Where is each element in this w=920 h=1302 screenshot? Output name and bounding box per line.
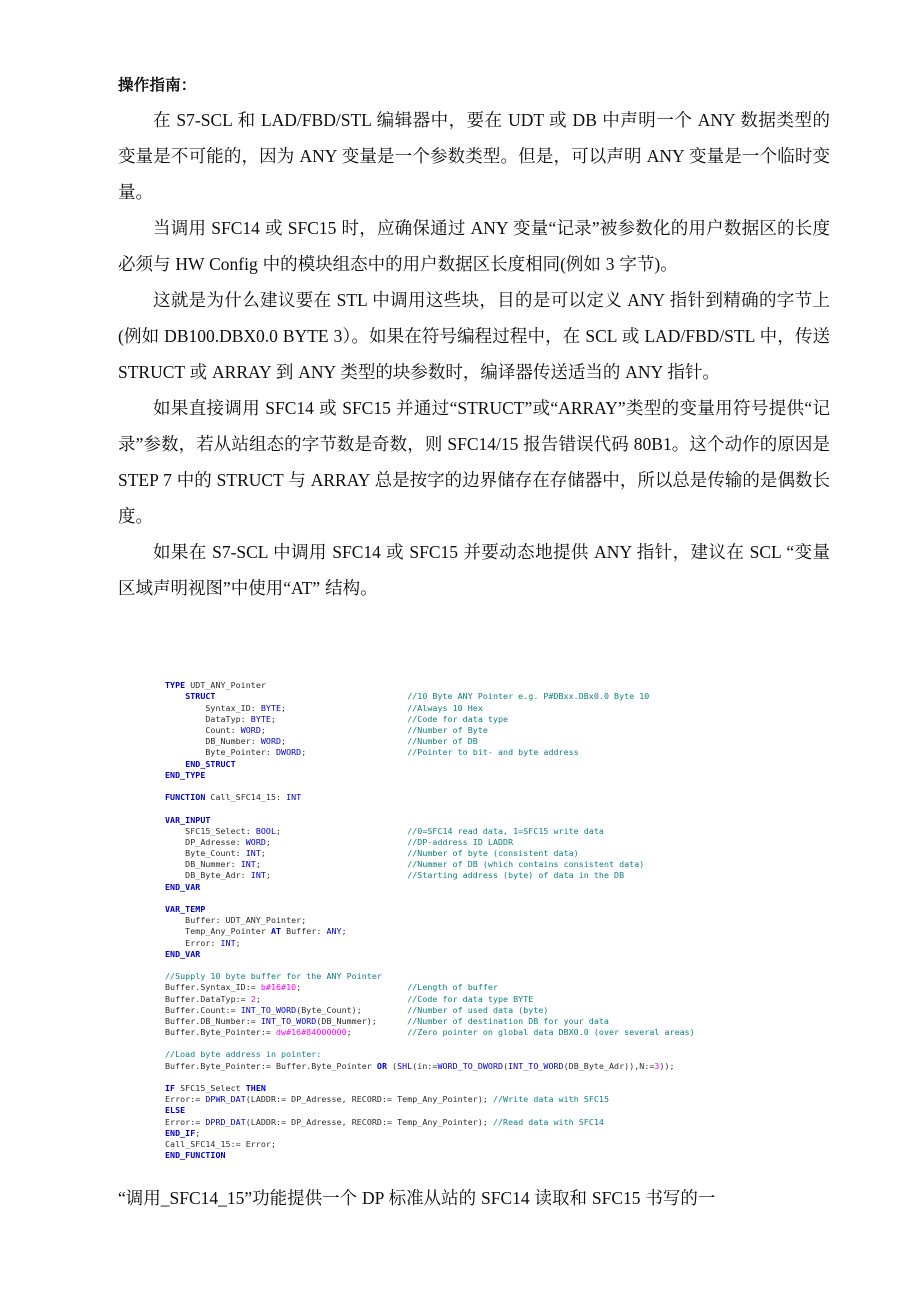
code-line: END_TYPE — [165, 769, 206, 780]
paragraph-4: 如果直接调用 SFC14 或 SFC15 并通过“STRUCT”或“ARRAY”类型的变量用符号提供“记录”参数，若从站组态的字节数是奇数，则 SFC14/15 报告错误代码 80B1。这个动作的原因是 STEP 7 中的 STRUCT 与 ARRAY 总是按字的边界储存在存储器中，所以总是传输的是偶数长度。 — [118, 398, 830, 527]
code-line: //Load byte address in pointer: — [165, 1049, 322, 1060]
code-line: DB_Byte_Adr: INT; //Starting address (byte) of data in the DB — [165, 870, 625, 881]
code-line: Buffer.Syntax_ID:= b#16#10; //Length of buffer — [165, 982, 498, 993]
paragraph-3: 这就是为什么建议要在 STL 中调用这些块，目的是可以定义 ANY 指针到精确的字节上(例如 DB100.DBX0.0 BYTE 3）。如果在符号编程过程中，在 SCL 或 LAD/FBD/STL 中，传送 STRUCT 或 ARRAY 到 ANY 类型的块参数时，编译器传送适当的 ANY 指针。 — [118, 290, 830, 383]
code-line: END_IF; — [165, 1127, 201, 1138]
code-line: FUNCTION Call_SFC14_15: INT — [165, 792, 302, 803]
code-line: ELSE — [165, 1105, 186, 1116]
code-line: SFC15_Select: BOOL; //0=SFC14 read data, 1=SFC15 write data — [165, 825, 604, 836]
document-body — [118, 74, 830, 606]
code-line: Buffer.DataTyp:= 2; //Code for data type BYTE — [165, 993, 534, 1004]
code-line: Syntax_ID: BYTE; //Always 10 Hex — [165, 702, 483, 713]
code-line — [165, 1038, 865, 1049]
code-line: Error:= DPRD_DAT(LADDR:= DP_Adresse, RECORD:= Temp_Any_Pointer); //Read data with SFC14 — [165, 1116, 604, 1127]
closing-paragraph: “调用_SFC14_15”功能提供一个 DP 标准从站的 SFC14 读取和 SFC15 书写的一 — [118, 1188, 716, 1208]
closing-paragraph-container — [118, 1180, 830, 1216]
code-line — [165, 781, 865, 792]
code-line: Count: WORD; //Number of Byte — [165, 725, 488, 736]
code-line: Buffer.Count:= INT_TO_WORD(Byte_Count); //Number of used data (byte) — [165, 1004, 549, 1015]
code-line: Call_SFC14_15:= Error; — [165, 1138, 276, 1149]
code-line: END_VAR — [165, 948, 201, 959]
code-line: Temp_Any_Pointer AT Buffer: ANY; — [165, 926, 347, 937]
code-line: END_FUNCTION — [165, 1150, 226, 1161]
code-line — [165, 960, 865, 971]
code-line: DataTyp: BYTE; //Code for data type — [165, 713, 509, 724]
code-line: Buffer: UDT_ANY_Pointer; — [165, 915, 307, 926]
code-line: Byte_Count: INT; //Number of byte (consistent data) — [165, 848, 579, 859]
code-line: DP_Adresse: WORD; //DP-address ID LADDR — [165, 836, 514, 847]
code-line — [165, 893, 865, 904]
code-line: STRUCT //10 Byte ANY Pointer e.g. P#DBxx.DBx0.0 Byte 10 — [185, 691, 650, 702]
paragraph-2: 当调用 SFC14 或 SFC15 时，应确保通过 ANY 变量“记录”被参数化的用户数据区的长度必须与 HW Config 中的模块组态中的用户数据区长度相同(例如 3 字节)。 — [118, 218, 830, 275]
code-listing — [165, 680, 865, 1161]
code-line: Error:= DPWR_DAT(LADDR:= DP_Adresse, RECORD:= Temp_Any_Pointer); //Write data with SFC15 — [165, 1094, 610, 1105]
code-line: VAR_TEMP — [165, 904, 206, 915]
code-line: Buffer.Byte_Pointer:= dw#16#84000000; //Zero pointer on global data DBX0.0 (over several areas) — [165, 1027, 695, 1038]
code-line: Buffer.DB_Number:= INT_TO_WORD(DB_Nummer); //Number of destination DB for your data — [165, 1015, 609, 1026]
code-line: END_VAR — [165, 881, 201, 892]
code-line: //Supply 10 byte buffer for the ANY Pointer — [165, 971, 382, 982]
code-line — [165, 803, 865, 814]
code-line — [165, 1072, 865, 1083]
code-line: Byte_Pointer: DWORD; //Pointer to bit- and byte address — [165, 747, 579, 758]
paragraph-1: 在 S7-SCL 和 LAD/FBD/STL 编辑器中，要在 UDT 或 DB 中声明一个 ANY 数据类型的变量是不可能的，因为 ANY 变量是一个参数类型。但是，可以声明 ANY 变量是一个临时变量。 — [118, 110, 830, 203]
code-line: Error: INT; — [165, 937, 241, 948]
code-line: VAR_INPUT — [165, 814, 211, 825]
code-line: Buffer.Byte_Pointer:= Buffer.Byte_Pointer OR (SHL(in:=WORD_TO_DWORD(INT_TO_WORD(DB_Byte_Adr)),N:=3)); — [165, 1060, 675, 1071]
code-line: TYPE UDT_ANY_Pointer — [165, 680, 266, 691]
code-line: IF SFC15_Select THEN — [165, 1083, 266, 1094]
code-line: END_STRUCT — [185, 758, 236, 769]
code-line: DB_Nummer: INT; //Nummer of DB (which contains consistent data) — [165, 859, 645, 870]
page-title: 操作指南： — [118, 76, 197, 94]
code-line: DB_Number: WORD; //Number of DB — [165, 736, 478, 747]
paragraph-5: 如果在 S7-SCL 中调用 SFC14 或 SFC15 并要动态地提供 ANY 指针，建议在 SCL “变量区域声明视图”中使用“AT” 结构。 — [118, 542, 830, 599]
